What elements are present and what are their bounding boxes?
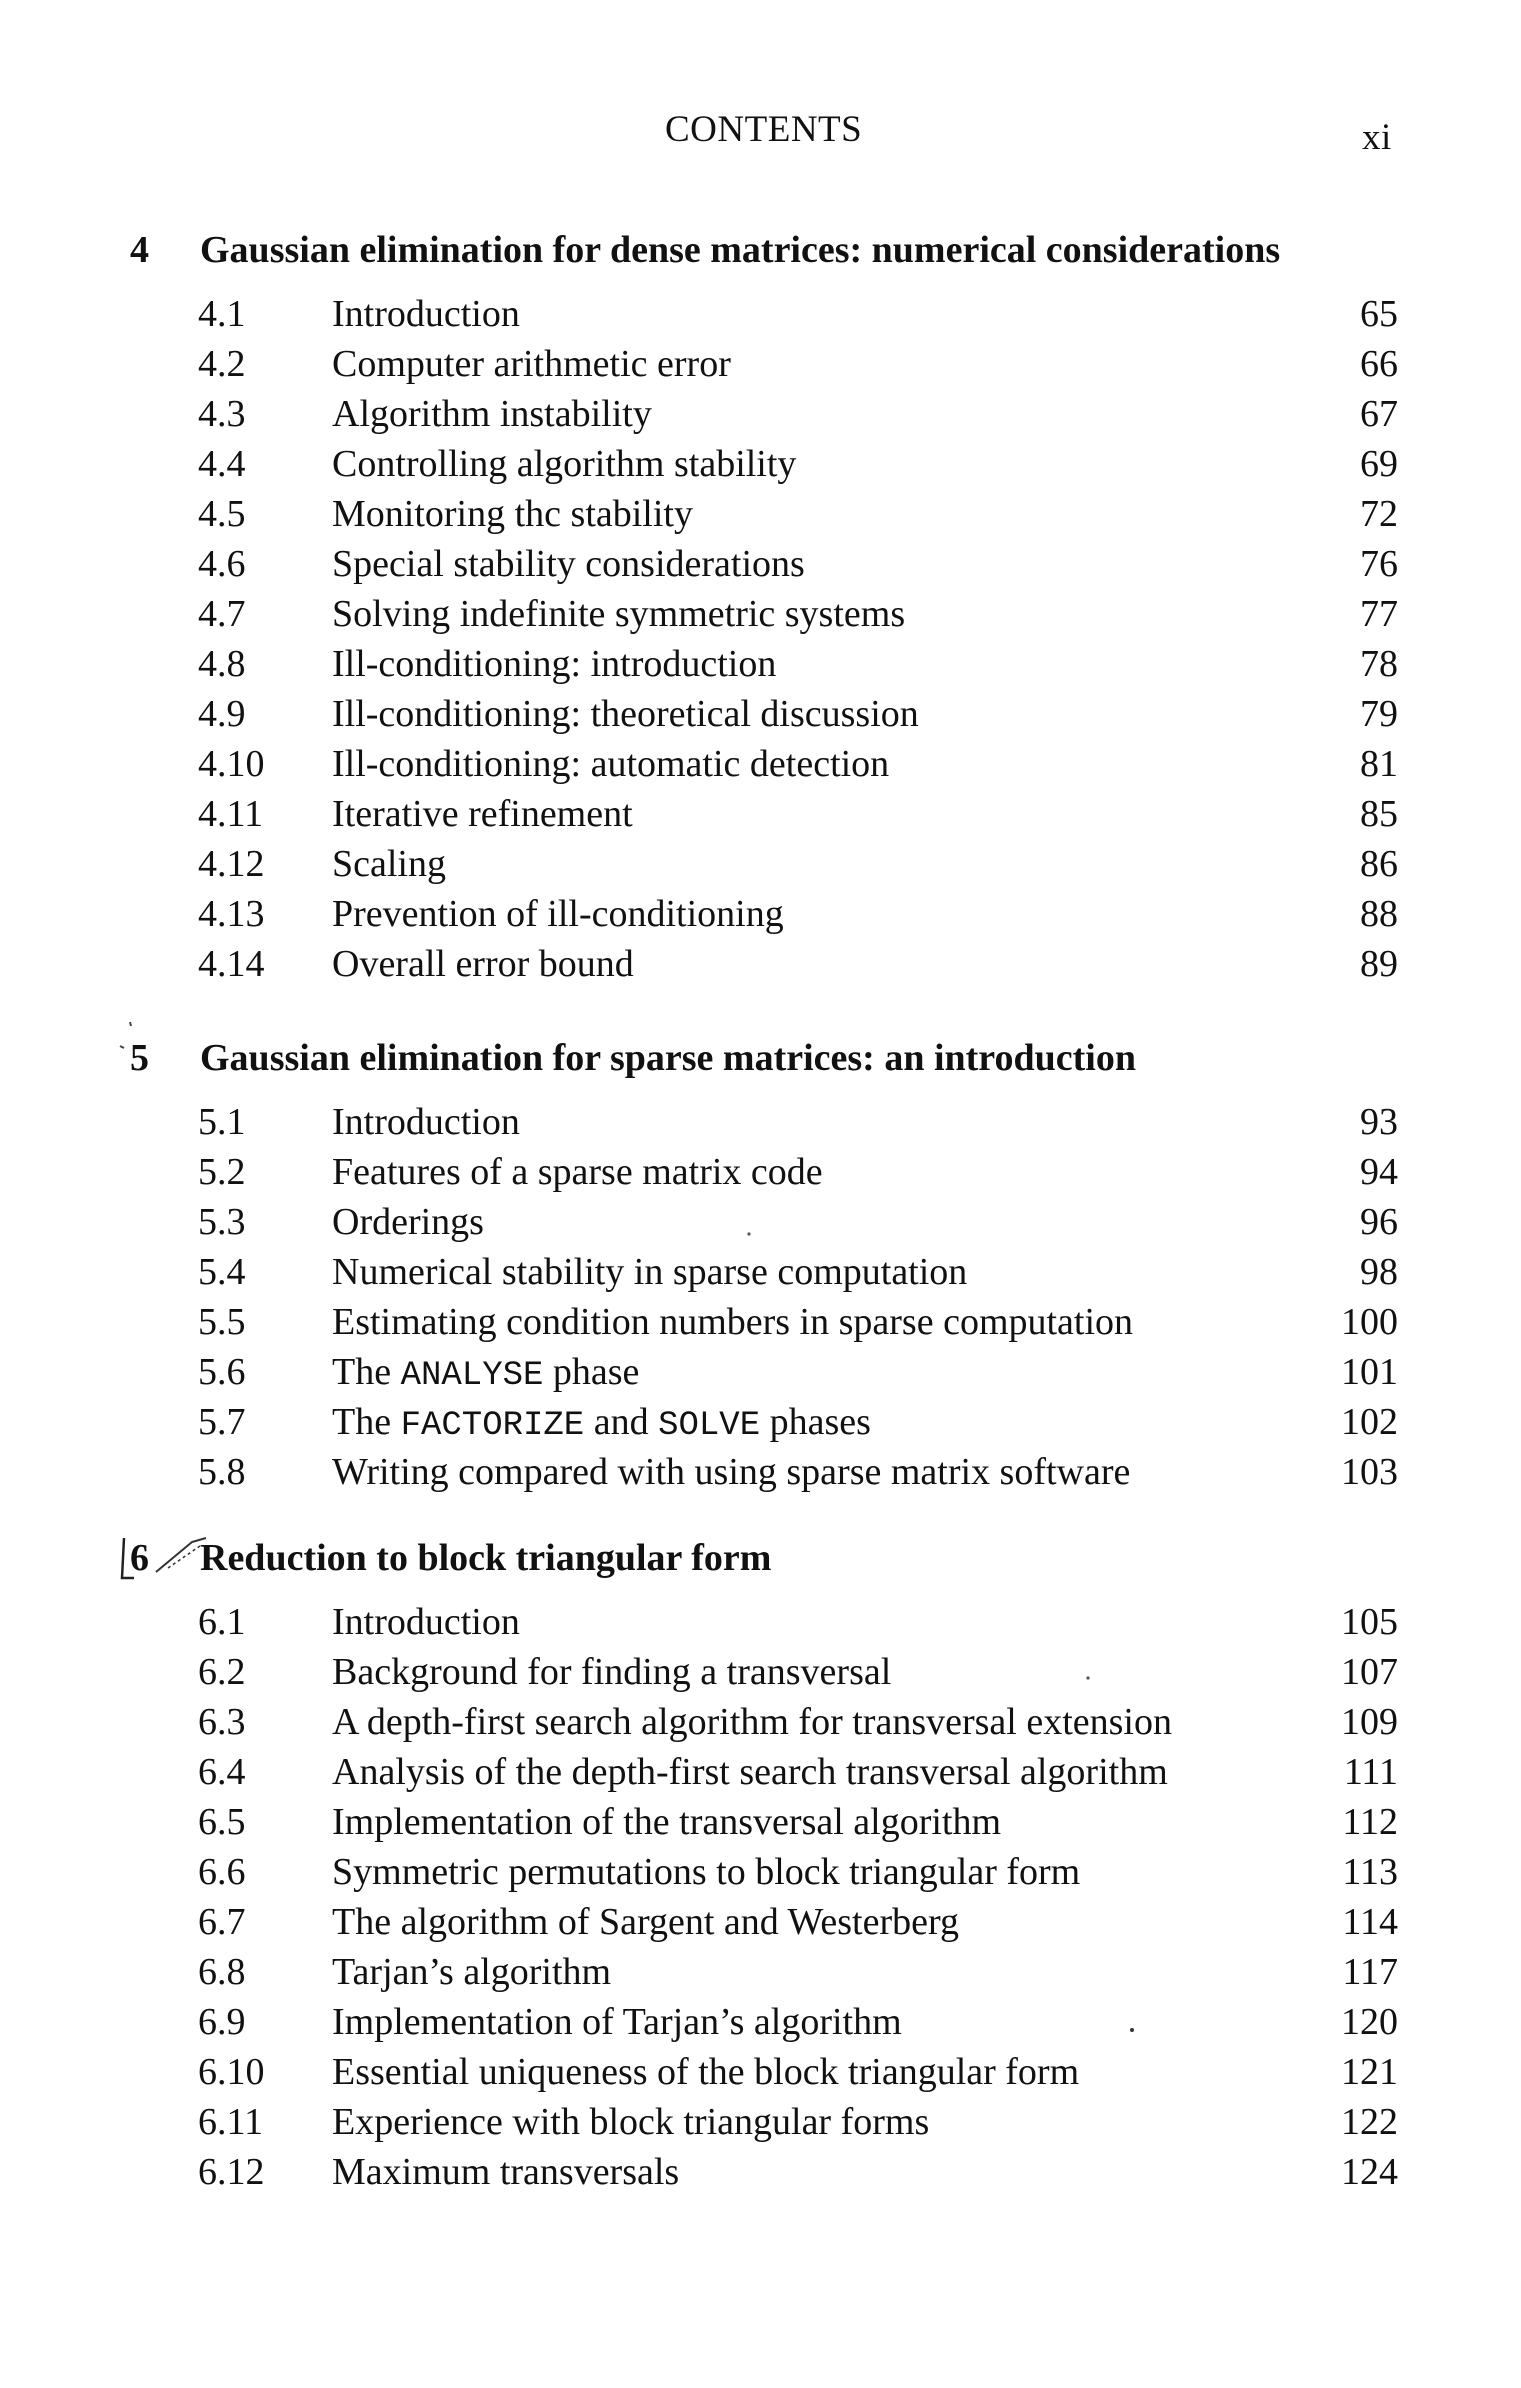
section-title: Implementation of the transversal algorithm — [332, 1801, 1002, 1843]
chapter-heading-4 — [0, 228, 1521, 283]
section-number: 5.3 — [198, 1201, 246, 1243]
section-number: 5.5 — [198, 1301, 246, 1343]
section-page-number: 117 — [1342, 1951, 1398, 1993]
section-number: 5.2 — [198, 1151, 246, 1193]
section-page-number: 85 — [1360, 793, 1398, 835]
section-number: 6.4 — [198, 1751, 246, 1793]
toc-entry — [0, 792, 1521, 841]
section-number: 4.4 — [198, 443, 246, 485]
running-head-title: CONTENTS — [665, 109, 863, 150]
toc-entry — [0, 742, 1521, 791]
chapter-number: 4 — [130, 229, 149, 271]
section-page-number: 89 — [1360, 943, 1398, 985]
pencil-mark — [112, 1018, 142, 1058]
section-number: 6.5 — [198, 1801, 246, 1843]
toc-entry — [0, 1100, 1521, 1149]
section-page-number: 66 — [1360, 343, 1398, 385]
section-number: 6.8 — [198, 1951, 246, 1993]
toc-entry — [0, 1850, 1521, 1899]
section-number: 6.11 — [198, 2101, 264, 2143]
section-title-part: phases — [760, 1401, 871, 1443]
section-number: 4.5 — [198, 493, 246, 535]
section-page-number: 121 — [1341, 2051, 1398, 2093]
toc-entry — [0, 1400, 1521, 1449]
section-page-number: 81 — [1360, 743, 1398, 785]
section-number: 6.6 — [198, 1851, 246, 1893]
toc-entry — [0, 342, 1521, 391]
section-page-number: 98 — [1360, 1251, 1398, 1293]
toc-entry — [0, 1700, 1521, 1749]
section-page-number: 113 — [1342, 1851, 1398, 1893]
section-title: Introduction — [332, 1101, 520, 1143]
section-number: 6.9 — [198, 2001, 246, 2043]
section-page-number: 86 — [1360, 843, 1398, 885]
toc-entry — [0, 1150, 1521, 1199]
section-number: 4.2 — [198, 343, 246, 385]
section-title: Iterative refinement — [332, 793, 633, 835]
section-page-number: 79 — [1360, 693, 1398, 735]
section-page-number: 102 — [1341, 1401, 1398, 1443]
section-page-number: 114 — [1342, 1901, 1398, 1943]
section-title: Numerical stability in sparse computation — [332, 1251, 968, 1293]
section-title-part: ANALYSE — [400, 1357, 544, 1395]
chapter-title: Reduction to block triangular form — [200, 1537, 772, 1579]
toc-entry — [0, 1350, 1521, 1399]
section-title-part: phase — [543, 1351, 640, 1393]
section-title: Introduction — [332, 293, 520, 335]
section-number: 4.10 — [198, 743, 265, 785]
section-page-number: 111 — [1343, 1751, 1398, 1793]
section-page-number: 120 — [1341, 2001, 1398, 2043]
section-page-number: 76 — [1360, 543, 1398, 585]
section-title: Computer arithmetic error — [332, 343, 731, 385]
chapter-title: Gaussian elimination for sparse matrices: an introduction — [200, 1037, 1136, 1079]
page-folio: xi — [1362, 117, 1392, 158]
section-number: 4.13 — [198, 893, 265, 935]
section-title: Prevention of ill-conditioning — [332, 893, 784, 935]
section-page-number: 94 — [1360, 1151, 1398, 1193]
section-title: Algorithm instability — [332, 393, 652, 435]
toc-entry — [0, 2000, 1521, 2049]
section-page-number: 124 — [1341, 2151, 1398, 2193]
section-page-number: 112 — [1342, 1801, 1398, 1843]
toc-entry — [0, 1250, 1521, 1299]
section-title: Estimating condition numbers in sparse computation — [332, 1301, 1134, 1343]
pencil-mark — [1082, 1672, 1094, 1684]
toc-entry — [0, 1600, 1521, 1649]
toc-entry — [0, 442, 1521, 491]
section-title: Features of a sparse matrix code — [332, 1151, 823, 1193]
section-number: 6.3 — [198, 1701, 246, 1743]
section-number: 6.10 — [198, 2051, 265, 2093]
section-title-part: and — [584, 1401, 659, 1443]
section-title: Analysis of the depth-first search transversal algorithm — [332, 1751, 1168, 1793]
section-title — [332, 1350, 639, 1395]
section-page-number: 88 — [1360, 893, 1398, 935]
toc-entry — [0, 892, 1521, 941]
section-title: Overall error bound — [332, 943, 634, 985]
section-number: 4.9 — [198, 693, 246, 735]
section-page-number: 69 — [1360, 443, 1398, 485]
section-number: 4.7 — [198, 593, 246, 635]
toc-entry — [0, 1450, 1521, 1499]
section-number: 6.1 — [198, 1601, 246, 1643]
section-page-number: 65 — [1360, 293, 1398, 335]
section-title: Introduction — [332, 1601, 520, 1643]
section-number: 5.4 — [198, 1251, 246, 1293]
section-number: 5.6 — [198, 1351, 246, 1393]
section-number: 4.12 — [198, 843, 265, 885]
toc-entry — [0, 542, 1521, 591]
toc-entry — [0, 592, 1521, 641]
section-title: Background for finding a transversal — [332, 1651, 892, 1693]
section-number: 4.14 — [198, 943, 265, 985]
section-number: 4.11 — [198, 793, 264, 835]
toc-entry — [0, 1200, 1521, 1249]
section-number: 4.1 — [198, 293, 246, 335]
section-title: Tarjan’s algorithm — [332, 1951, 612, 1993]
chapter-title: Gaussian elimination for dense matrices: numerical considerations — [200, 229, 1281, 271]
section-title: Experience with block triangular forms — [332, 2101, 930, 2143]
toc-entry — [0, 942, 1521, 991]
pencil-mark — [745, 1228, 757, 1240]
section-page-number: 122 — [1341, 2101, 1398, 2143]
running-head — [0, 108, 1521, 158]
toc-entry — [0, 1750, 1521, 1799]
section-page-number: 109 — [1341, 1701, 1398, 1743]
toc-entry — [0, 2100, 1521, 2149]
section-title-part: SOLVE — [658, 1407, 761, 1445]
section-title: A depth-first search algorithm for transversal extension — [332, 1701, 1172, 1743]
toc-entry — [0, 842, 1521, 891]
toc-entry — [0, 1650, 1521, 1699]
section-number: 4.3 — [198, 393, 246, 435]
section-title: Scaling — [332, 843, 446, 885]
toc-entry — [0, 2050, 1521, 2099]
toc-entry — [0, 642, 1521, 691]
chapter-heading-5 — [0, 1036, 1521, 1091]
section-title: Symmetric permutations to block triangular form — [332, 1851, 1081, 1893]
toc-entry — [0, 492, 1521, 541]
section-page-number: 78 — [1360, 643, 1398, 685]
section-title: Ill-conditioning: introduction — [332, 643, 777, 685]
section-title: Ill-conditioning: theoretical discussion — [332, 693, 919, 735]
section-title-part: The — [332, 1351, 401, 1393]
section-title: Controlling algorithm stability — [332, 443, 797, 485]
section-number: 4.8 — [198, 643, 246, 685]
section-title: Maximum transversals — [332, 2151, 680, 2193]
section-title: Essential uniqueness of the block triangular form — [332, 2051, 1080, 2093]
toc-entry — [0, 292, 1521, 341]
chapter-number: 6 — [130, 1537, 149, 1579]
toc-entry — [0, 1800, 1521, 1849]
section-number: 6.7 — [198, 1901, 246, 1943]
section-title: Ill-conditioning: automatic detection — [332, 743, 890, 785]
toc-entry — [0, 1950, 1521, 1999]
toc-entry — [0, 692, 1521, 741]
section-title: The algorithm of Sargent and Westerberg — [332, 1901, 959, 1943]
section-page-number: 67 — [1360, 393, 1398, 435]
section-title — [332, 1400, 871, 1445]
section-title: Implementation of Tarjan’s algorithm — [332, 2001, 902, 2043]
section-page-number: 103 — [1341, 1451, 1398, 1493]
section-title: Solving indefinite symmetric systems — [332, 593, 906, 635]
toc-entry — [0, 2150, 1521, 2199]
section-page-number: 101 — [1341, 1351, 1398, 1393]
pencil-mark — [1126, 2024, 1138, 2036]
section-title: Monitoring thc stability — [332, 493, 693, 535]
section-page-number: 77 — [1360, 593, 1398, 635]
section-title: Special stability considerations — [332, 543, 805, 585]
section-title: Orderings — [332, 1201, 484, 1243]
section-number: 6.12 — [198, 2151, 265, 2193]
toc-entry — [0, 1300, 1521, 1349]
section-number: 5.1 — [198, 1101, 246, 1143]
section-title-part: FACTORIZE — [400, 1407, 585, 1445]
toc-entry — [0, 392, 1521, 441]
section-page-number: 105 — [1341, 1601, 1398, 1643]
section-number: 5.7 — [198, 1401, 246, 1443]
chapter-number: 5 — [130, 1037, 149, 1079]
section-number: 6.2 — [198, 1651, 246, 1693]
section-page-number: 93 — [1360, 1101, 1398, 1143]
section-title-part: The — [332, 1401, 401, 1443]
pencil-mark — [108, 1528, 248, 1598]
section-number: 5.8 — [198, 1451, 246, 1493]
section-page-number: 107 — [1341, 1651, 1398, 1693]
section-page-number: 72 — [1360, 493, 1398, 535]
section-title: Writing compared with using sparse matrix software — [332, 1451, 1131, 1493]
toc-entry — [0, 1900, 1521, 1949]
section-number: 4.6 — [198, 543, 246, 585]
section-page-number: 100 — [1341, 1301, 1398, 1343]
section-page-number: 96 — [1360, 1201, 1398, 1243]
